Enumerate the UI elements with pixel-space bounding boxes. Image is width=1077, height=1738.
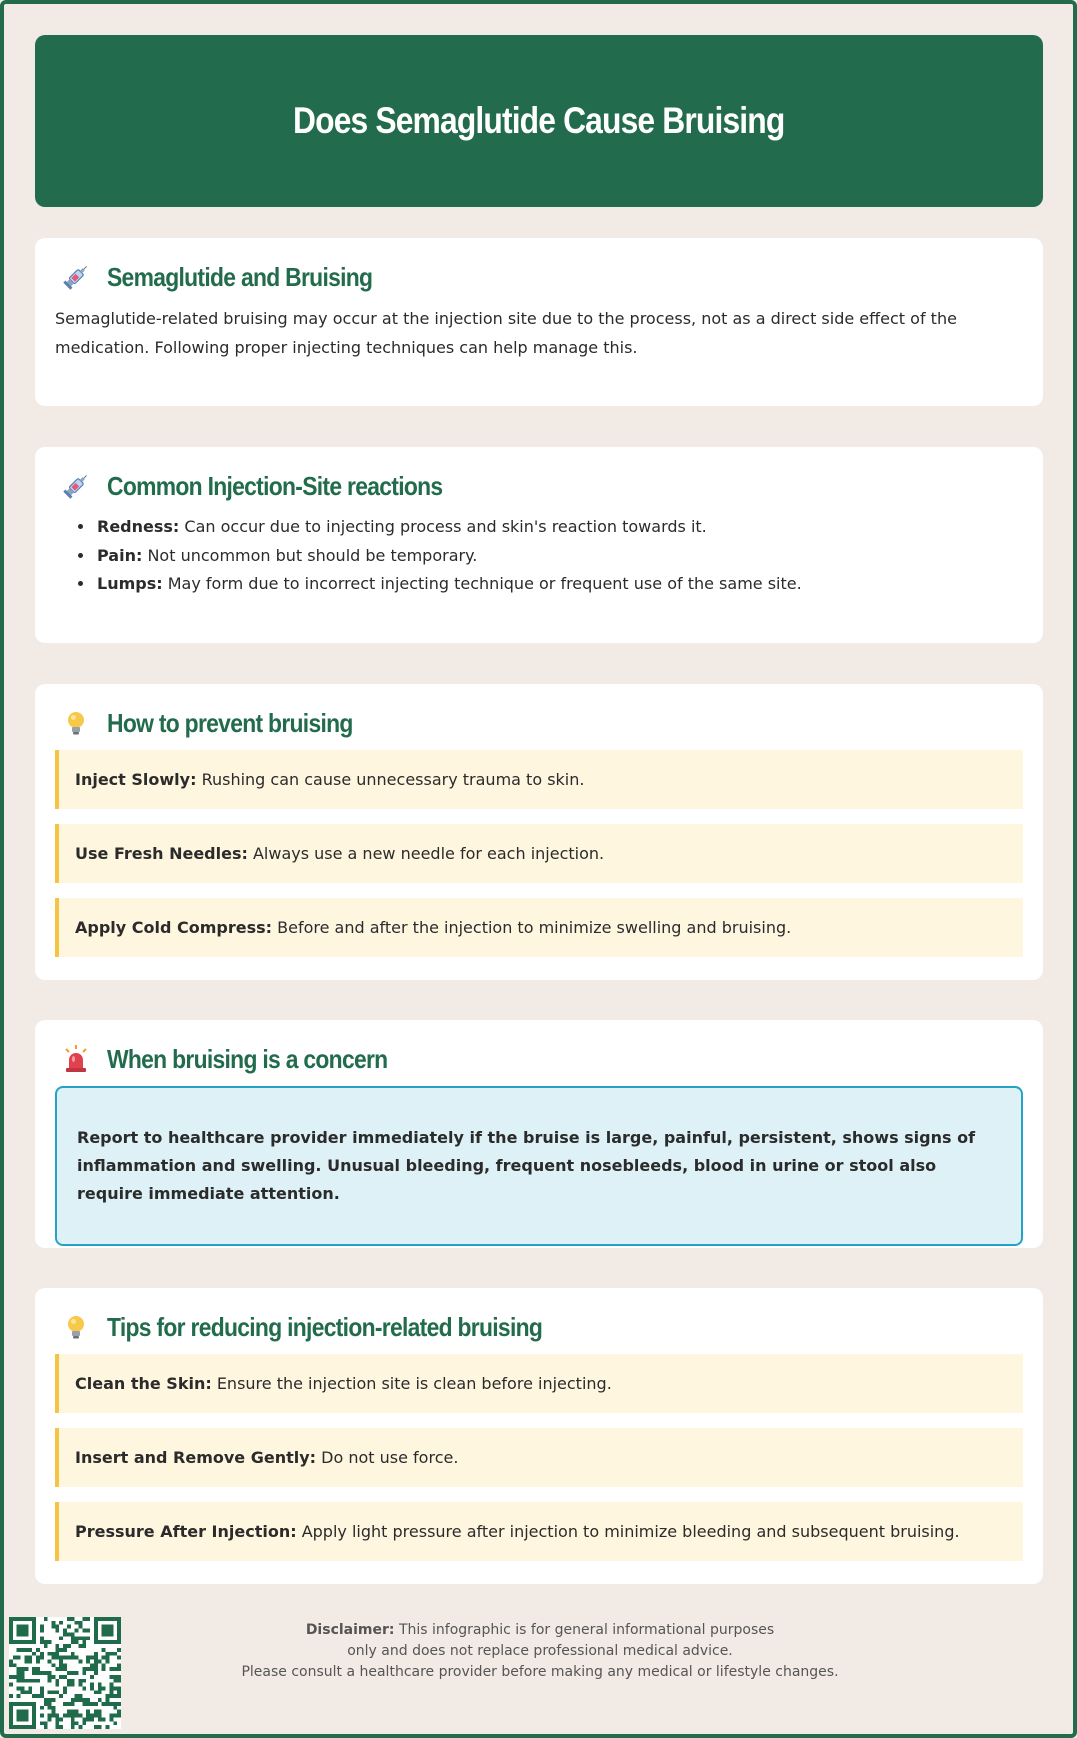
lightbulb-icon bbox=[59, 706, 93, 740]
disclaimer-label: Disclaimer: bbox=[305, 1622, 395, 1638]
page-header bbox=[35, 35, 1043, 207]
tip-text: Rushing can cause unnecessary trauma to skin. bbox=[196, 770, 585, 789]
tip-item bbox=[55, 1354, 1023, 1413]
concern-heading bbox=[55, 1042, 1023, 1076]
siren-icon bbox=[59, 1042, 93, 1076]
lightbulb-icon bbox=[59, 1310, 93, 1344]
disclaimer-line-1: Disclaimer: This infographic is for general informational purposes bbox=[305, 1622, 775, 1638]
reducing-tips bbox=[55, 1354, 1023, 1561]
disclaimer bbox=[200, 1620, 880, 1683]
tip-item bbox=[55, 750, 1023, 809]
item-label: Pain: bbox=[97, 545, 143, 565]
tip-text: Apply light pressure after injection to minimize bleeding and subsequent bruising. bbox=[296, 1522, 960, 1541]
list-item bbox=[95, 513, 1023, 542]
concern-alert: Report to healthcare provider immediately if the bruise is large, painful, persistent, shows signs of inflammation and swelling. Unusual bleeding, frequent nosebleeds, blood in urine or stool also require immediate attention. bbox=[55, 1086, 1023, 1246]
reactions-card bbox=[35, 447, 1043, 643]
item-text: Not uncommon but should be temporary. bbox=[142, 545, 478, 565]
tip-item bbox=[55, 1502, 1023, 1561]
disclaimer-line-2: only and does not replace professional medical advice. bbox=[347, 1643, 733, 1659]
tip-text: Before and after the injection to minimize swelling and bruising. bbox=[272, 918, 792, 937]
tip-label: Inject Slowly: bbox=[75, 770, 197, 789]
tip-label: Use Fresh Needles: bbox=[75, 844, 248, 863]
prevent-card bbox=[35, 684, 1043, 980]
tip-item bbox=[55, 824, 1023, 883]
syringe-icon bbox=[59, 469, 93, 503]
tip-text: Always use a new needle for each injection. bbox=[247, 844, 605, 863]
qr-code[interactable] bbox=[9, 1617, 121, 1729]
tip-label: Pressure After Injection: bbox=[75, 1522, 297, 1541]
item-text: Can occur due to injecting process and skin's reaction towards it. bbox=[179, 517, 707, 536]
intro-heading bbox=[55, 260, 1023, 294]
tip-text: Do not use force. bbox=[316, 1448, 459, 1467]
tips-heading bbox=[55, 1310, 1023, 1344]
tip-item bbox=[55, 898, 1023, 957]
tips-title: Tips for reducing injection-related bruising bbox=[107, 1311, 543, 1342]
concern-title: When bruising is a concern bbox=[107, 1043, 388, 1074]
reactions-list bbox=[95, 513, 1023, 599]
concern-card bbox=[35, 1020, 1043, 1248]
prevent-title: How to prevent bruising bbox=[107, 707, 353, 738]
reactions-title: Common Injection-Site reactions bbox=[107, 470, 443, 501]
page-title: Does Semaglutide Cause Bruising bbox=[293, 100, 785, 141]
tip-label: Insert and Remove Gently: bbox=[75, 1448, 317, 1467]
intro-card bbox=[35, 238, 1043, 406]
item-label: Lumps: bbox=[97, 574, 163, 593]
list-item bbox=[95, 570, 1023, 599]
tip-label: Apply Cold Compress: bbox=[75, 918, 273, 937]
intro-title: Semaglutide and Bruising bbox=[107, 261, 373, 292]
prevent-heading bbox=[55, 706, 1023, 740]
syringe-icon bbox=[59, 260, 93, 294]
item-label: Redness: bbox=[97, 517, 180, 536]
item-text: May form due to incorrect injecting technique or frequent use of the same site. bbox=[162, 574, 802, 593]
tip-item bbox=[55, 1428, 1023, 1487]
prevent-tips bbox=[55, 750, 1023, 957]
intro-text: Semaglutide-related bruising may occur at the injection site due to the process, not as a direct side effect of the medication. Following proper injecting techniques can help manage this. bbox=[55, 309, 957, 357]
tips-card bbox=[35, 1288, 1043, 1584]
reactions-heading bbox=[55, 469, 1023, 503]
tip-text: Ensure the injection site is clean before injecting. bbox=[211, 1374, 612, 1393]
disclaimer-line-3: Please consult a healthcare provider before making any medical or lifestyle changes. bbox=[241, 1664, 839, 1680]
tip-label: Clean the Skin: bbox=[75, 1374, 212, 1393]
list-item bbox=[95, 542, 1023, 571]
